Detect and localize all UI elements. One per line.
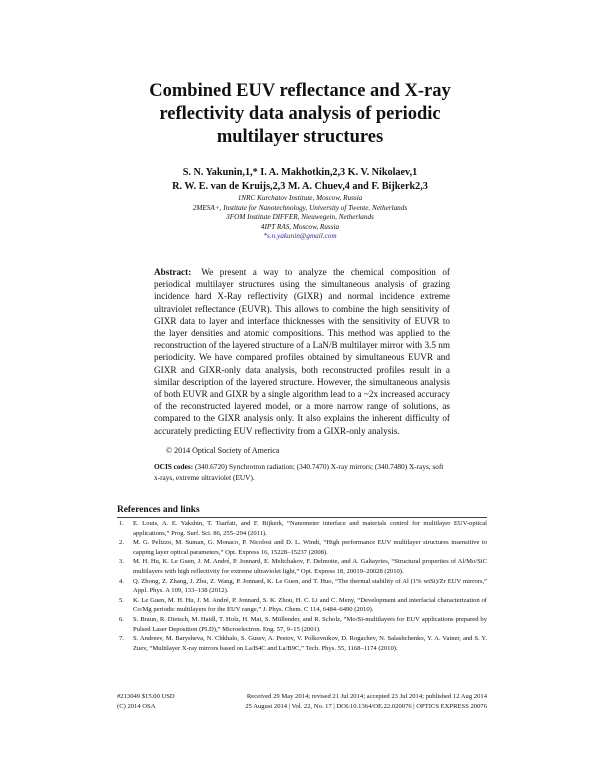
affiliation-4: 4IPT RAS, Moscow, Russia — [260, 222, 340, 231]
reference-item — [117, 538, 487, 557]
reference-item — [117, 634, 487, 653]
reference-text: M. H. Hu, K. Le Guen, J. M. André, P. Jonnard, E. Meltchakov, F. Delmotte, and A. Galtayries, “Structural properties of Al/Mo/SiC multilayers with high reflectivity for extreme ultraviolet light,” Opt. Express 18, 20019–20028 (2010). — [133, 558, 487, 575]
reference-list — [117, 519, 487, 653]
reference-item — [117, 596, 487, 615]
title-line-2: reflectivity data analysis of periodic — [159, 104, 441, 124]
reference-item — [117, 615, 487, 634]
title-line-1: Combined EUV reflectance and X-ray — [149, 81, 451, 101]
abstract-label: Abstract: — [154, 267, 192, 277]
paper-title — [100, 80, 500, 149]
reference-item — [117, 519, 487, 538]
reference-number: 1. — [119, 520, 124, 527]
ocis-codes — [154, 462, 450, 483]
reference-text: S. Andreev, M. Barysheva, N. Chkhalo, S. Gusev, A. Pestov, V. Polkovnikov, D. Rogachev, N. Salashchenko, Y. A. Vainer, and S. Y. Zuev, “Multilayer X-ray mirrors based on La/B4C and La/B9C,” Tech. Phys. 55, 1168–1174 (2010). — [133, 635, 487, 652]
affiliation-2: 2MESA+, Institute for Nanotechnology, University of Twente, Netherlands — [192, 203, 408, 212]
reference-number: 3. — [119, 558, 124, 566]
reference-number: 4. — [119, 577, 124, 585]
abstract-text: We present a way to analyze the chemical composition of periodical multilayer structures using the simultaneous analysis of grazing incidence hard X-Ray reflectivity (GIXR) and normal incidence extreme ultraviolet reflectance (EUVR). This allows to combine the high sensitivity of GIXR data to layer and interface thicknesses with the sensitivity of EUVR to the layer densities and atomic compositions. This method was applied to the reconstruction of the layered structure of a LaN/B multilayer mirror with 3.5 nm periodicity. We have compared profiles obtained by simultaneous EUVR and GIXR and GIXR-only data analysis, both reconstructed profiles result in a similar description of the layered structure. However, the simultaneous analysis of both EUVR and GIXR by a single algorithm lead to a ~2x increased accuracy of the reconstructed layered model, or a more narrow range of solutions, as compared to the GIXR analysis only. It also explains the inherent difficulty of accurately predicting EUV reflectivity from a GIXR-only analysis. — [154, 267, 450, 436]
reference-item — [117, 577, 487, 596]
footer-copyright: (C) 2014 OSA — [117, 702, 156, 710]
references-heading: References and links — [117, 505, 200, 515]
title-line-3: multilayer structures — [216, 127, 384, 147]
abstract — [154, 266, 450, 437]
reference-text: Q. Zhong, Z. Zhang, J. Zhu, Z. Wang, P. Jonnard, K. Le Guen, and T. Huo, “The thermal stability of Al (1% wtSi)/Zr EUV mirrors,” Appl. Phys. A 109, 133–138 (2012). — [133, 577, 487, 595]
ocis-text: (340.6720) Synchrotron radiation; (340.7470) X-ray mirrors; (340.7480) X-rays, soft x-rays, extreme ultraviolet (EUV). — [154, 462, 444, 482]
reference-number: 7. — [119, 635, 124, 643]
footer-article-id: #213049 $15.00 USD — [117, 693, 175, 700]
reference-number: 6. — [119, 615, 124, 623]
page-footer — [117, 692, 487, 711]
reference-text: K. Le Guen, M. H. Hu, J. M. André, P. Jonnard, S. K. Zhou, H. C. Li and C. Meny, “Development and interfacial characterization of Co/Mg periodic multilayers for the EUV range,” J. Phys. Chem. C 114, 6484–6490 (2010). — [133, 596, 487, 614]
corresponding-email[interactable]: *s.n.yakunin@gmail.com — [263, 232, 337, 240]
affiliation-3: 3FOM Institute DIFFER, Nieuwegein, Netherlands — [226, 213, 374, 221]
authors-line-2: R. W. E. van de Kruijs,2,3 M. A. Chuev,4 and F. Bijkerk2,3 — [172, 181, 428, 192]
reference-number: 5. — [119, 596, 124, 604]
ocis-label: OCIS codes: — [154, 462, 194, 471]
affiliations — [100, 194, 500, 242]
references-divider — [117, 517, 487, 518]
footer-history: Received 29 May 2014; revised 21 Jul 2014; accepted 23 Jul 2014; published 12 Aug 2014 — [246, 693, 487, 700]
reference-text: E. Louis, A. E. Yakshin, T. Tsarfati, and F. Bijkerk, “Nanometer interface and materials control for multilayer EUV-optical applications,” Prog. Surf. Sci. 86, 255–294 (2011). — [133, 520, 487, 537]
reference-item — [117, 557, 487, 576]
copyright-notice: © 2014 Optical Society of America — [166, 446, 280, 455]
footer-citation: 25 August 2014 | Vol. 22, No. 17 | DOI:10.1364/OE.22.020076 | OPTICS EXPRESS 20076 — [245, 702, 487, 710]
affiliation-1: 1NRC Kurchatov Institute, Moscow, Russia — [237, 194, 363, 202]
reference-text: S. Braun, R. Dietsch, M. Haidl, T. Holz, H. Mai, S. Müllender, and R. Scholz, “Mo/Si-multilayers for EUV applications prepared by Pulsed Laser Deposition (PLD),” Microelectron. Eng. 57, 9–15 (2001). — [133, 615, 487, 633]
author-list — [100, 166, 500, 194]
reference-text: M. G. Pelizzo, M. Suman, G. Monaco, P. Nicolosi and D. L. Windt, “High performance EUV multilayer structures insensitive to capping layer optical parameters,” Opt. Express 16, 15228–15237 (2008). — [133, 539, 487, 556]
reference-number: 2. — [119, 539, 124, 547]
authors-line-1: S. N. Yakunin,1,* I. A. Makhotkin,2,3 K. V. Nikolaev,1 — [182, 167, 418, 178]
